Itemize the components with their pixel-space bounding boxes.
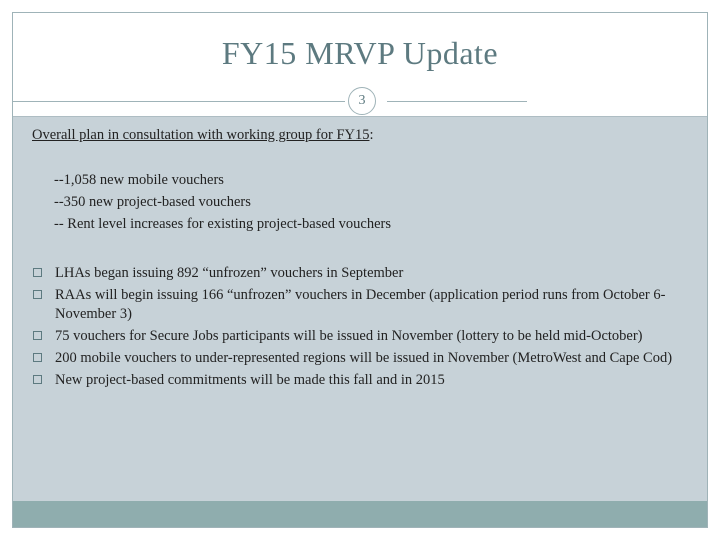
hollow-square-bullet-icon (33, 268, 42, 277)
title-divider-left (13, 101, 345, 102)
bullet-list (31, 264, 695, 393)
hollow-square-bullet-icon (33, 375, 42, 384)
footer-bar (13, 501, 707, 527)
bullet-item (31, 371, 695, 390)
hollow-square-bullet-icon (33, 290, 42, 299)
plan-subitem: --350 new project-based vouchers (54, 194, 251, 210)
bullet-item (31, 264, 695, 283)
hollow-square-bullet-icon (33, 331, 42, 340)
bullet-text: 75 vouchers for Secure Jobs participants will be issued in November (lottery to be held mid-October) (55, 328, 643, 344)
bullet-item (31, 286, 695, 324)
title-divider-right (387, 101, 527, 102)
bullet-item (31, 327, 695, 346)
bullet-text: New project-based commitments will be made this fall and in 2015 (55, 372, 445, 388)
bullet-text: LHAs began issuing 892 “unfrozen” vouchers in September (55, 265, 404, 281)
hollow-square-bullet-icon (33, 353, 42, 362)
intro-heading (32, 126, 692, 145)
plan-subitem: --1,058 new mobile vouchers (54, 172, 224, 188)
intro-suffix: : (369, 127, 374, 143)
bullet-item (31, 349, 695, 368)
intro-label: Overall plan in consultation with working group for FY15 (32, 127, 370, 143)
slide-title: FY15 MRVP Update (221, 35, 499, 71)
slide (12, 12, 708, 528)
bullet-text: RAAs will begin issuing 166 “unfrozen” vouchers in December (application period runs from October 6-November 3) (55, 287, 666, 322)
bullet-text: 200 mobile vouchers to under-represented regions will be issued in November (MetroWest and Cape Cod) (55, 350, 673, 366)
plan-subitem: -- Rent level increases for existing project-based vouchers (54, 216, 391, 232)
plan-sublist (54, 171, 694, 237)
page-number-badge: 3 (348, 87, 376, 115)
